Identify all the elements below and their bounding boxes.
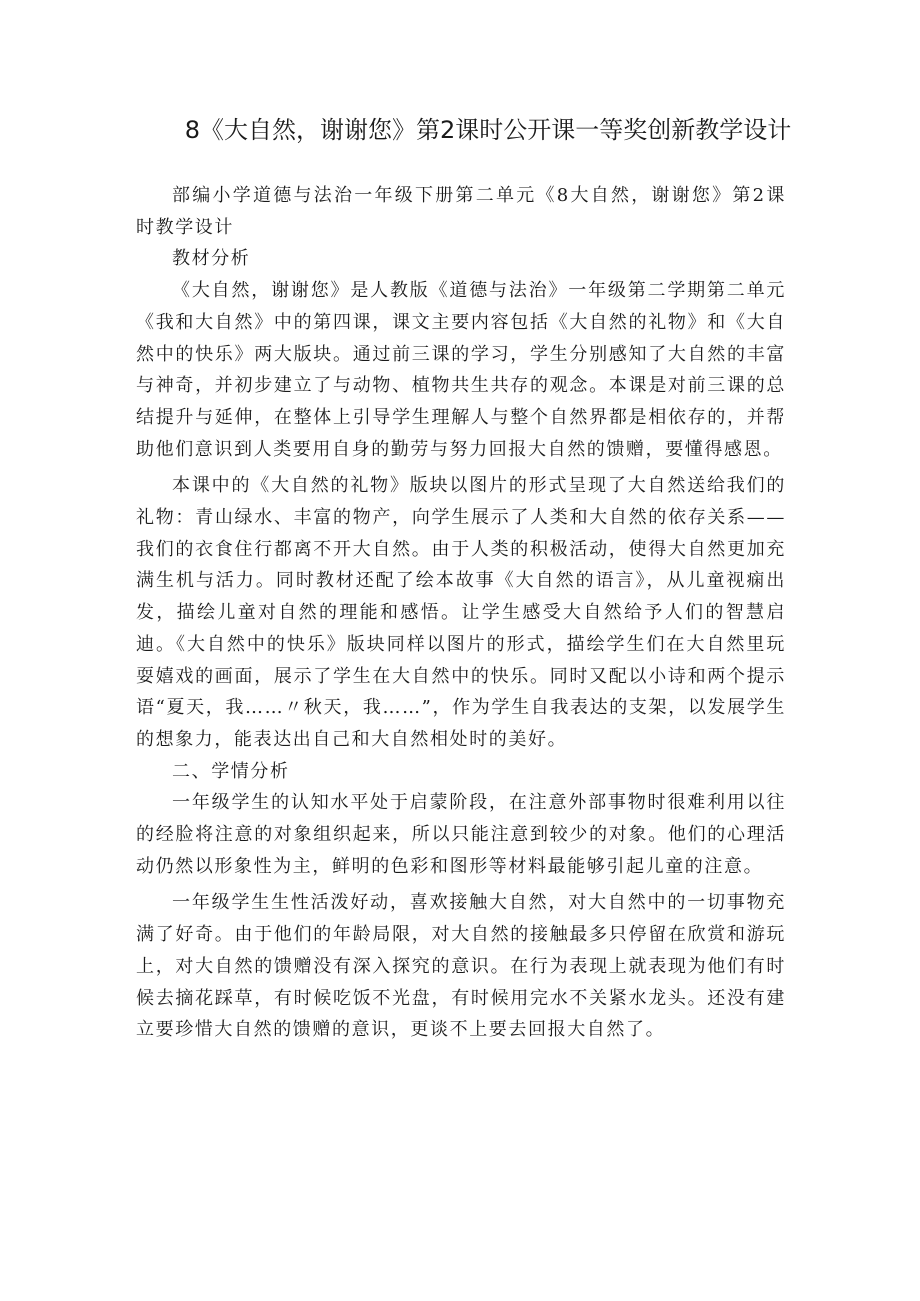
paragraph-textbook-analysis: 《大自然，谢谢您》是人教版《道德与法治》一年级第二学期第二单元《我和大自然》中的第四课，课文主要内容包括《大自然的礼物》和《大自然中的快乐》两大版块。通过前三课的学习，学生分别感知了大自然的丰富与神奇，并初步建立了与动物、植物共生共存的观念。本课是对前三课的总结提升与延伸，在整体上引导学生理解人与整个自然界都是相依存的，并帮助他们意识到人类要用自身的勤劳与努力回报大自然的馈赠，要懂得感恩。 [136, 280, 786, 460]
paragraph-lesson-content: 本课中的《大自然的礼物》版块以图片的形式呈现了大自然送给我们的礼物：青山绿水、丰富的物产，向学生展示了人类和大自然的依存关系——我们的衣食住行都离不开大自然。由于人类的积极活动，使得大自然更加充满生机与活力。同时教材还配了绘本故事《大自然的语言》，从儿童视痫出发，描绘儿童对自然的理能和感悟。让学生感受大自然给予人们的智慧启迪。《大自然中的快乐》版块同样以图片的形式，描绘学生们在大自然里玩耍嬉戏的画面，展示了学生在大自然中的快乐。同时又配以小诗和两个提示语“夏天，我……〃秋天，我……”，作为学生自我表达的支架，以发展学生的想象力，能表达出自己和大自然相处时的美好。 [136, 475, 786, 750]
heading-textbook-analysis: 教材分析 [172, 248, 251, 270]
document-body [136, 180, 786, 1046]
paragraph-student-cognition: 一年级学生的认知水平处于启蒙阶段，在注意外部事物时很难利用以往的经脸将注意的对象组织起来，所以只能注意到较少的对象。他们的心理活动仍然以形象性为主，鲜明的色彩和图形等材料最能够引起儿童的注意。 [136, 792, 786, 877]
paragraph-subtitle: 部编小学道德与法治一年级下册第二单元《8大自然，谢谢您》第2课时教学设计 [136, 185, 786, 238]
document-title: 8《大自然，谢谢您》第2课时公开课一等奖创新教学设计 [184, 116, 792, 144]
heading-student-analysis: 二、学情分析 [172, 760, 290, 782]
paragraph-student-behavior: 一年级学生生性活泼好动，喜欢接触大自然，对大自然中的一切事物充满了好奇。由于他们的年龄局限，对大自然的接触最多只停留在欣赏和游玩上，对大自然的馈赠没有深入探究的意识。在行为表现上就表现为他们有时候去摘花踩草，有时候吃饭不光盘，有时候用完水不关紧水龙头。还没有建立要珍惜大自然的馈赠的意识，更谈不上要去回报大自然了。 [136, 892, 786, 1041]
